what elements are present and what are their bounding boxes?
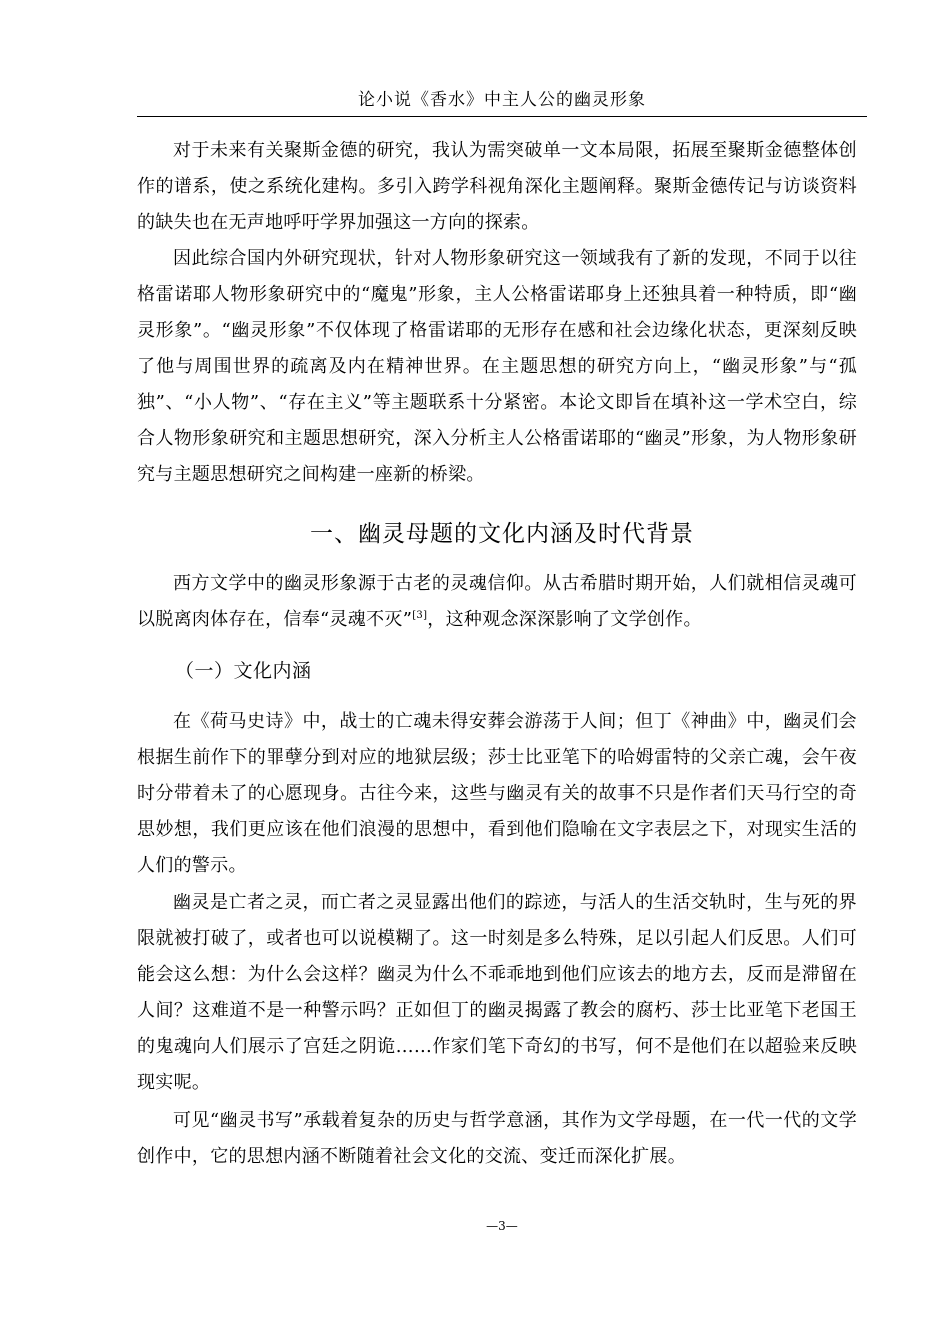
body-paragraph-5: 幽灵是亡者之灵，而亡者之灵显露出他们的踪迹，与活人的生活交轨时，生与死的界限就被打破了，或者也可以说模糊了。这一时刻是多么特殊，足以引起人们反思。人们可能会这么想：为什么会这样？幽灵为什么不乖乖地到他们应该去的地方去，反而是滞留在人间？这难道不是一种警示吗？正如但丁的幽灵揭露了教会的腐朽、莎士比亚笔下老国王的鬼魂向人们展示了宫廷之阴诡……作家们笔下奇幻的书写，何不是他们在以超验来反映现实呢。 bbox=[137, 892, 857, 1093]
body-paragraph-6: 可见“幽灵书写”承载着复杂的历史与哲学意涵，其作为文学母题，在一代一代的文学创作中，它的思想内涵不断随着社会文化的交流、变迁而深化扩展。 bbox=[137, 1110, 857, 1167]
page-number: —3— bbox=[486, 1219, 518, 1233]
body-paragraph-3 bbox=[137, 566, 857, 638]
header-rule-divider bbox=[137, 116, 867, 117]
body-paragraph-1: 对于未来有关聚斯金德的研究，我认为需突破单一文本局限，拓展至聚斯金德整体创作的谱系，使之系统化建构。多引入跨学科视角深化主题阐释。聚斯金德传记与访谈资料的缺失也在无声地呼吁学界加强这一方向的探索。 bbox=[137, 140, 857, 233]
running-header-title: 论小说《香水》中主人公的幽灵形象 bbox=[358, 90, 646, 110]
section-heading: 一、幽灵母题的文化内涵及时代背景 bbox=[310, 521, 694, 547]
paragraph-3-text-start: 西方文学中的幽灵形象源于古老的灵魂信仰。从古希腊时期开始，人们就相信灵魂可以脱离肉体存在，信奉“灵魂不灭” bbox=[137, 573, 857, 630]
paragraph-3-text-end: ，这种观念深深影响了文学创作。 bbox=[427, 609, 702, 630]
citation-marker: [3] bbox=[412, 610, 428, 621]
body-paragraph-4: 在《荷马史诗》中，战士的亡魂未得安葬会游荡于人间；但丁《神曲》中，幽灵们会根据生前作下的罪孽分到对应的地狱层级；莎士比亚笔下的哈姆雷特的父亲亡魂，会午夜时分带着未了的心愿现身。古往今来，这些与幽灵有关的故事不只是作者们天马行空的奇思妙想，我们更应该在他们浪漫的思想中，看到他们隐喻在文字表层之下，对现实生活的人们的警示。 bbox=[137, 711, 857, 876]
body-paragraph-2: 因此综合国内外研究现状，针对人物形象研究这一领域我有了新的发现，不同于以往格雷诺耶人物形象研究中的“魔鬼”形象，主人公格雷诺耶身上还独具着一种特质，即“幽灵形象”。“幽灵形象”不仅体现了格雷诺耶的无形存在感和社会边缘化状态，更深刻反映了他与周围世界的疏离及内在精神世界。在主题思想的研究方向上，“幽灵形象”与“孤独”、“小人物”、“存在主义”等主题联系十分紧密。本论文即旨在填补这一学术空白，综合人物形象研究和主题思想研究，深入分析主人公格雷诺耶的“幽灵”形象，为人物形象研究与主题思想研究之间构建一座新的桥梁。 bbox=[137, 248, 857, 485]
subsection-heading: （一）文化内涵 bbox=[175, 660, 312, 682]
